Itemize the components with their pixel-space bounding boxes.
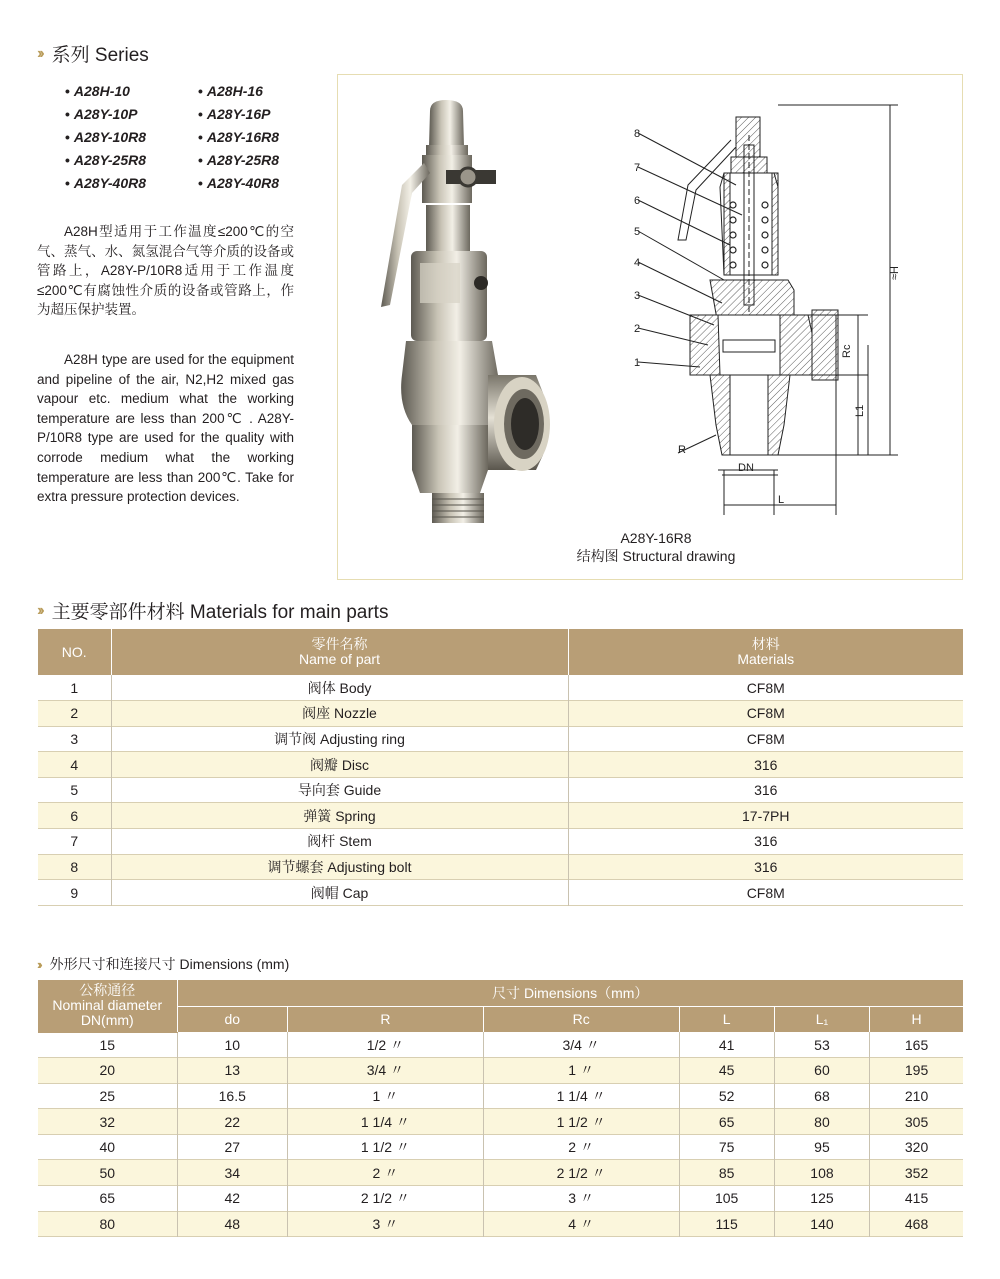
dim-label-rc: Rc	[841, 344, 853, 358]
dimensions-table	[38, 980, 963, 1237]
cell-dn: 80	[38, 1211, 177, 1237]
cell-dim: 48	[177, 1211, 288, 1237]
valve-photo	[381, 100, 550, 523]
cell-no: 3	[38, 726, 111, 752]
cell-dim: 320	[870, 1134, 963, 1160]
cell-dn: 50	[38, 1160, 177, 1186]
cell-dim: 140	[774, 1211, 869, 1237]
table-row	[38, 854, 963, 880]
cell-dim: 1 1/4 〃	[288, 1109, 484, 1135]
series-item: • A28Y-25R8	[65, 151, 198, 170]
cell-no: 5	[38, 777, 111, 803]
chevron-icon: ››	[37, 601, 42, 619]
cell-dim: 352	[870, 1160, 963, 1186]
table-row	[38, 1134, 963, 1160]
table-row	[38, 1186, 963, 1212]
col-material-en: Materials	[737, 651, 795, 667]
cell-dim: 3/4 〃	[288, 1058, 484, 1084]
figure-canvas	[338, 75, 964, 581]
cell-no: 1	[38, 675, 111, 701]
series-item: • A28Y-40R8	[65, 174, 198, 193]
materials-heading	[37, 597, 388, 624]
series-item: • A28Y-40R8	[198, 174, 318, 193]
cell-dn: 15	[38, 1032, 177, 1058]
cell-dim: 305	[870, 1109, 963, 1135]
cell-dim: 2 1/2 〃	[483, 1160, 679, 1186]
cell-dim: 68	[774, 1083, 869, 1109]
cell-dim: 45	[679, 1058, 774, 1084]
series-item: • A28Y-10P	[65, 105, 198, 124]
dim-label-r: R	[678, 444, 686, 456]
figure-model: A28Y-16R8	[620, 530, 692, 546]
product-figure	[337, 74, 963, 580]
cell-dn: 40	[38, 1134, 177, 1160]
cell-part: 阀体 Body	[111, 675, 568, 701]
cell-dn: 20	[38, 1058, 177, 1084]
cell-dim: 42	[177, 1186, 288, 1212]
table-row	[38, 701, 963, 727]
table-row	[38, 1160, 963, 1186]
figure-caption: 结构图 Structural drawing	[576, 548, 736, 564]
cell-part: 阀瓣 Disc	[111, 752, 568, 778]
cell-dim: 468	[870, 1211, 963, 1237]
cell-dim: 3/4 〃	[483, 1032, 679, 1058]
cell-dim: 1 1/4 〃	[483, 1083, 679, 1109]
cell-dim: 85	[679, 1160, 774, 1186]
col-material-cn: 材料	[751, 636, 780, 652]
series-heading	[37, 40, 149, 67]
cell-dn: 25	[38, 1083, 177, 1109]
series-title: 系列 Series	[51, 45, 149, 66]
cell-dim: 2 1/2 〃	[288, 1186, 484, 1212]
table-row	[38, 777, 963, 803]
series-item: • A28Y-16R8	[198, 128, 318, 147]
cell-dim: 52	[679, 1083, 774, 1109]
cell-no: 6	[38, 803, 111, 829]
materials-title: 主要零部件材料 Materials for main parts	[51, 602, 389, 623]
cell-dim: 1 〃	[288, 1083, 484, 1109]
series-item: • A28Y-10R8	[65, 128, 198, 147]
col-group-dimensions: 尺寸 Dimensions（mm）	[177, 980, 963, 1006]
table-row	[38, 829, 963, 855]
cell-dim: 53	[774, 1032, 869, 1058]
cell-dim: 16.5	[177, 1083, 288, 1109]
cell-dim: 60	[774, 1058, 869, 1084]
cell-dim: 1/2 〃	[288, 1032, 484, 1058]
table-row	[38, 1083, 963, 1109]
chevron-icon: ››	[37, 956, 40, 972]
table-row	[38, 880, 963, 906]
dimensions-heading	[37, 954, 289, 974]
table-row	[38, 726, 963, 752]
description-en-text: A28H type are used for the equipment and pipeline of the air, N2,H2 mixed gas vapour etc. medium what the working temperature are less than 200℃ . A28Y-P/10R8 type are used for the quality with corrode medium what the working temperature are less than 200℃. Take for extra pressure protection devices.	[37, 352, 294, 505]
description-cn	[37, 222, 294, 320]
cell-material: CF8M	[568, 701, 963, 727]
series-item: • A28H-10	[65, 82, 198, 101]
cell-dim: 210	[870, 1083, 963, 1109]
cell-no: 7	[38, 829, 111, 855]
cell-material: CF8M	[568, 675, 963, 701]
cell-material: CF8M	[568, 726, 963, 752]
cell-dim: 34	[177, 1160, 288, 1186]
cell-dim: 75	[679, 1134, 774, 1160]
cell-dim: 108	[774, 1160, 869, 1186]
cell-dim: 1 〃	[483, 1058, 679, 1084]
description-cn-text: A28H型适用于工作温度≤200℃的空气、蒸气、水、氮氢混合气等介质的设备或管路上，A28Y-P/10R8适用于工作温度≤200℃有腐蚀性介质的设备或管路上，作为超压保护装置。	[37, 224, 294, 318]
cell-dn: 32	[38, 1109, 177, 1135]
cell-dim: 2 〃	[288, 1160, 484, 1186]
cell-dim: 165	[870, 1032, 963, 1058]
dim-label-l: L	[778, 494, 785, 506]
cell-dim: 80	[774, 1109, 869, 1135]
table-row	[38, 675, 963, 701]
cell-material: 316	[568, 854, 963, 880]
cell-dim: 13	[177, 1058, 288, 1084]
cell-material: 316	[568, 829, 963, 855]
col-dim: H	[870, 1006, 963, 1032]
table-row	[38, 1032, 963, 1058]
materials-table	[38, 629, 963, 906]
cell-dim: 3 〃	[483, 1186, 679, 1212]
cell-dim: 65	[679, 1109, 774, 1135]
cell-dim: 3 〃	[288, 1211, 484, 1237]
cell-dim: 125	[774, 1186, 869, 1212]
cell-part: 调节螺套 Adjusting bolt	[111, 854, 568, 880]
col-dn-en1: Nominal diameter	[52, 997, 163, 1014]
part-label-3: 3	[634, 290, 641, 302]
col-dn-en2: DN(mm)	[80, 1012, 134, 1029]
col-material	[568, 629, 963, 675]
cell-part: 导向套 Guide	[111, 777, 568, 803]
col-dim: do	[177, 1006, 288, 1032]
cell-dim: 27	[177, 1134, 288, 1160]
cell-part: 调节阀 Adjusting ring	[111, 726, 568, 752]
table-row	[38, 1109, 963, 1135]
series-item: • A28H-16	[198, 82, 318, 101]
col-dim: L₁	[774, 1006, 869, 1032]
dimensions-title: 外形尺寸和连接尺寸 Dimensions (mm)	[49, 956, 290, 972]
cell-dim: 4 〃	[483, 1211, 679, 1237]
cell-material: 17-7PH	[568, 803, 963, 829]
series-list	[65, 82, 318, 193]
structural-drawing	[638, 105, 898, 515]
col-dim: Rc	[483, 1006, 679, 1032]
cell-no: 2	[38, 701, 111, 727]
cell-material: CF8M	[568, 880, 963, 906]
part-label-4: 4	[634, 257, 641, 269]
part-label-7: 7	[634, 162, 641, 174]
chevron-icon: ››	[37, 44, 42, 62]
cell-dim: 415	[870, 1186, 963, 1212]
part-label-1: 1	[634, 357, 641, 369]
cell-dim: 1 1/2 〃	[288, 1134, 484, 1160]
table-row	[38, 1058, 963, 1084]
col-dim: R	[288, 1006, 484, 1032]
cell-no: 4	[38, 752, 111, 778]
cell-no: 8	[38, 854, 111, 880]
cell-part: 阀杆 Stem	[111, 829, 568, 855]
part-label-5: 5	[634, 226, 641, 238]
col-part-cn: 零件名称	[311, 636, 368, 652]
dim-label-l1: L1	[854, 404, 866, 417]
col-part	[111, 629, 568, 675]
cell-dim: 195	[870, 1058, 963, 1084]
part-label-8: 8	[634, 128, 641, 140]
cell-part: 阀座 Nozzle	[111, 701, 568, 727]
cell-dim: 41	[679, 1032, 774, 1058]
series-item: • A28Y-16P	[198, 105, 318, 124]
dim-label-dn: DN	[738, 462, 754, 474]
cell-part: 弹簧 Spring	[111, 803, 568, 829]
cell-material: 316	[568, 777, 963, 803]
col-part-en: Name of part	[299, 651, 380, 667]
cell-dim: 10	[177, 1032, 288, 1058]
cell-dim: 1 1/2 〃	[483, 1109, 679, 1135]
part-label-6: 6	[634, 195, 641, 207]
cell-dim: 115	[679, 1211, 774, 1237]
cell-part: 阀帽 Cap	[111, 880, 568, 906]
col-no: NO.	[38, 629, 111, 675]
table-row	[38, 803, 963, 829]
col-dn-cn: 公称通径	[79, 982, 136, 999]
cell-dim: 2 〃	[483, 1134, 679, 1160]
description-en	[37, 350, 294, 507]
cell-dim: 22	[177, 1109, 288, 1135]
table-row	[38, 752, 963, 778]
cell-dim: 105	[679, 1186, 774, 1212]
series-item: • A28Y-25R8	[198, 151, 318, 170]
cell-dim: 95	[774, 1134, 869, 1160]
cell-material: 316	[568, 752, 963, 778]
part-label-2: 2	[634, 323, 641, 335]
cell-no: 9	[38, 880, 111, 906]
col-dim: L	[679, 1006, 774, 1032]
table-row	[38, 1211, 963, 1237]
col-dn	[38, 980, 177, 1032]
dim-label-h: ≈H	[889, 266, 901, 280]
cell-dn: 65	[38, 1186, 177, 1212]
